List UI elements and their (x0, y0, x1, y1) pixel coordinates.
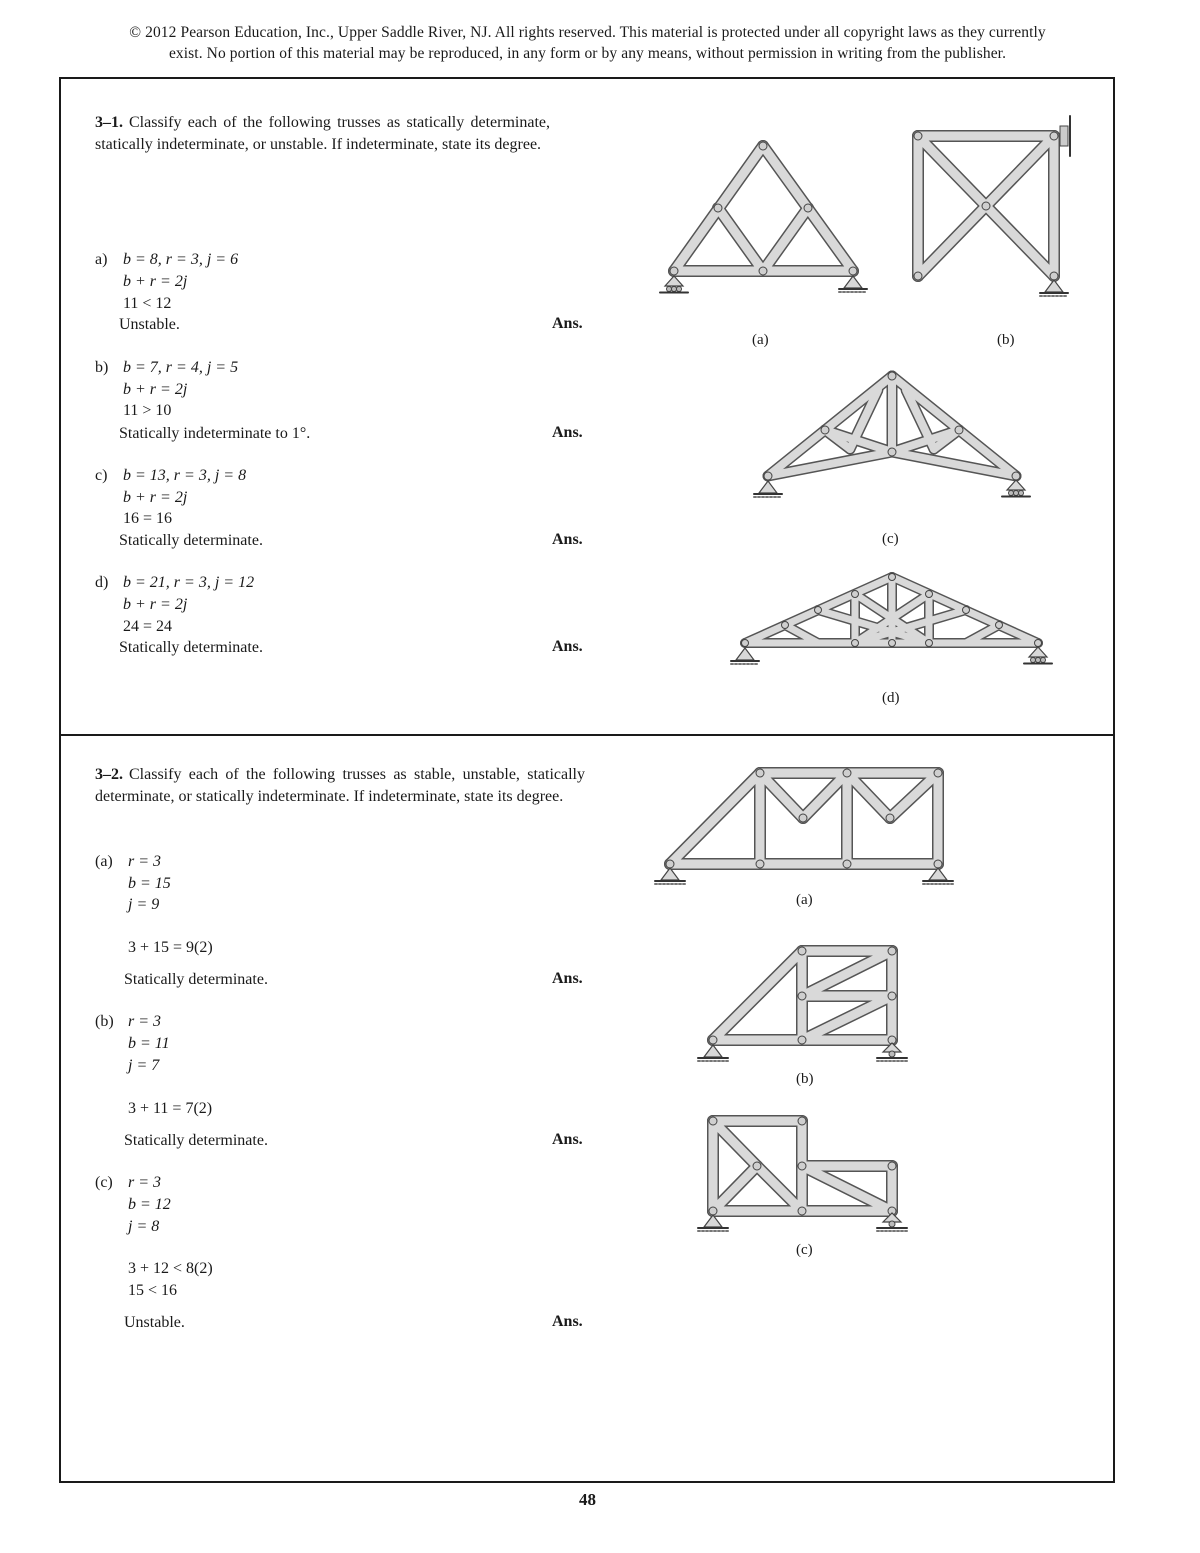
part-r: r = 3 (128, 853, 162, 870)
part-comparison: 11 < 12 (123, 295, 172, 312)
part-result: Statically determinate. (124, 971, 268, 988)
part-comparison: 11 > 10 (123, 402, 172, 419)
figure-caption: (a) (796, 892, 813, 908)
part-b: b = 15 (128, 875, 171, 892)
part-j: j = 9 (128, 896, 160, 913)
truss-figures-3-2 (640, 755, 980, 1265)
part-label: (a) (95, 853, 113, 870)
copyright-line-2: exist. No portion of this material may be reproduced, in any form or by any means, without permission in writing from the publisher. (168, 45, 1007, 62)
part-result: Unstable. (124, 1314, 185, 1331)
part-equation: b + r = 2j (123, 489, 188, 506)
part-comparison: 16 = 16 (123, 510, 173, 527)
figure-caption: (d) (882, 690, 900, 706)
part-result: Statically determinate. (124, 1132, 268, 1149)
figure-caption: (c) (796, 1242, 813, 1258)
answer-label: Ans. (552, 531, 583, 548)
problem-number: 3–2. (95, 766, 123, 783)
part-values: b = 8, r = 3, j = 6 (123, 251, 239, 268)
part-result: Statically indeterminate to 1°. (119, 425, 311, 442)
truss-figure-a (655, 769, 953, 884)
truss-figure-a (660, 142, 867, 293)
part-label: d) (95, 574, 109, 591)
part-equation: b + r = 2j (123, 596, 188, 613)
figure-caption: (c) (882, 531, 899, 547)
page-number: 48 (579, 1490, 596, 1509)
truss-figure-d (731, 574, 1052, 665)
problem-text: Classify each of the following trusses as statically determinate, statically indeterminate, or unstable. If indeterminate, state its degree. (95, 114, 550, 153)
part-b: b = 12 (128, 1196, 171, 1213)
part-result: Unstable. (119, 316, 180, 333)
problem-3-1-statement (95, 112, 550, 155)
figure-caption: (b) (796, 1071, 814, 1087)
part-r: r = 3 (128, 1013, 162, 1030)
part-comparison: 24 = 24 (123, 618, 173, 635)
part-j: j = 7 (128, 1057, 160, 1074)
truss-figure-c (754, 372, 1030, 497)
part-equation: 3 + 11 = 7(2) (128, 1100, 213, 1117)
part-label: (c) (95, 1174, 113, 1191)
part-result: Statically determinate. (119, 639, 263, 656)
answer-label: Ans. (552, 1313, 583, 1330)
truss-figures-3-1 (650, 100, 1100, 720)
part-equation: b + r = 2j (123, 273, 188, 290)
part-comparison: 15 < 16 (128, 1282, 178, 1299)
problem-3-2-statement (95, 764, 585, 807)
problem-number: 3–1. (95, 114, 123, 131)
answer-label: Ans. (552, 1131, 583, 1148)
part-b: b = 11 (128, 1035, 170, 1052)
answer-label: Ans. (552, 424, 583, 441)
answer-label: Ans. (552, 638, 583, 655)
truss-figure-b (698, 947, 907, 1061)
part-label: c) (95, 467, 108, 484)
part-values: b = 7, r = 4, j = 5 (123, 359, 239, 376)
part-values: b = 21, r = 3, j = 12 (123, 574, 255, 591)
part-equation: b + r = 2j (123, 381, 188, 398)
part-j: j = 8 (128, 1218, 160, 1235)
part-r: r = 3 (128, 1174, 162, 1191)
part-equation: 3 + 12 < 8(2) (128, 1260, 213, 1277)
truss-figure-b (914, 116, 1070, 296)
part-label: (b) (95, 1013, 114, 1030)
answer-label: Ans. (552, 970, 583, 987)
part-label: b) (95, 359, 109, 376)
truss-figure-c (698, 1117, 907, 1231)
part-values: b = 13, r = 3, j = 8 (123, 467, 247, 484)
copyright-notice (60, 22, 1115, 64)
part-equation: 3 + 15 = 9(2) (128, 939, 213, 956)
figure-caption: (a) (752, 332, 769, 348)
part-label: a) (95, 251, 108, 268)
figure-caption: (b) (997, 332, 1015, 348)
answer-label: Ans. (552, 315, 583, 332)
copyright-line-1: © 2012 Pearson Education, Inc., Upper Saddle River, NJ. All rights reserved. This material is protected under all copyright laws as they currently (129, 24, 1046, 41)
part-result: Statically determinate. (119, 532, 263, 549)
problem-text: Classify each of the following trusses as stable, unstable, statically determinate, or statically indeterminate. If indeterminate, state its degree. (95, 766, 585, 805)
